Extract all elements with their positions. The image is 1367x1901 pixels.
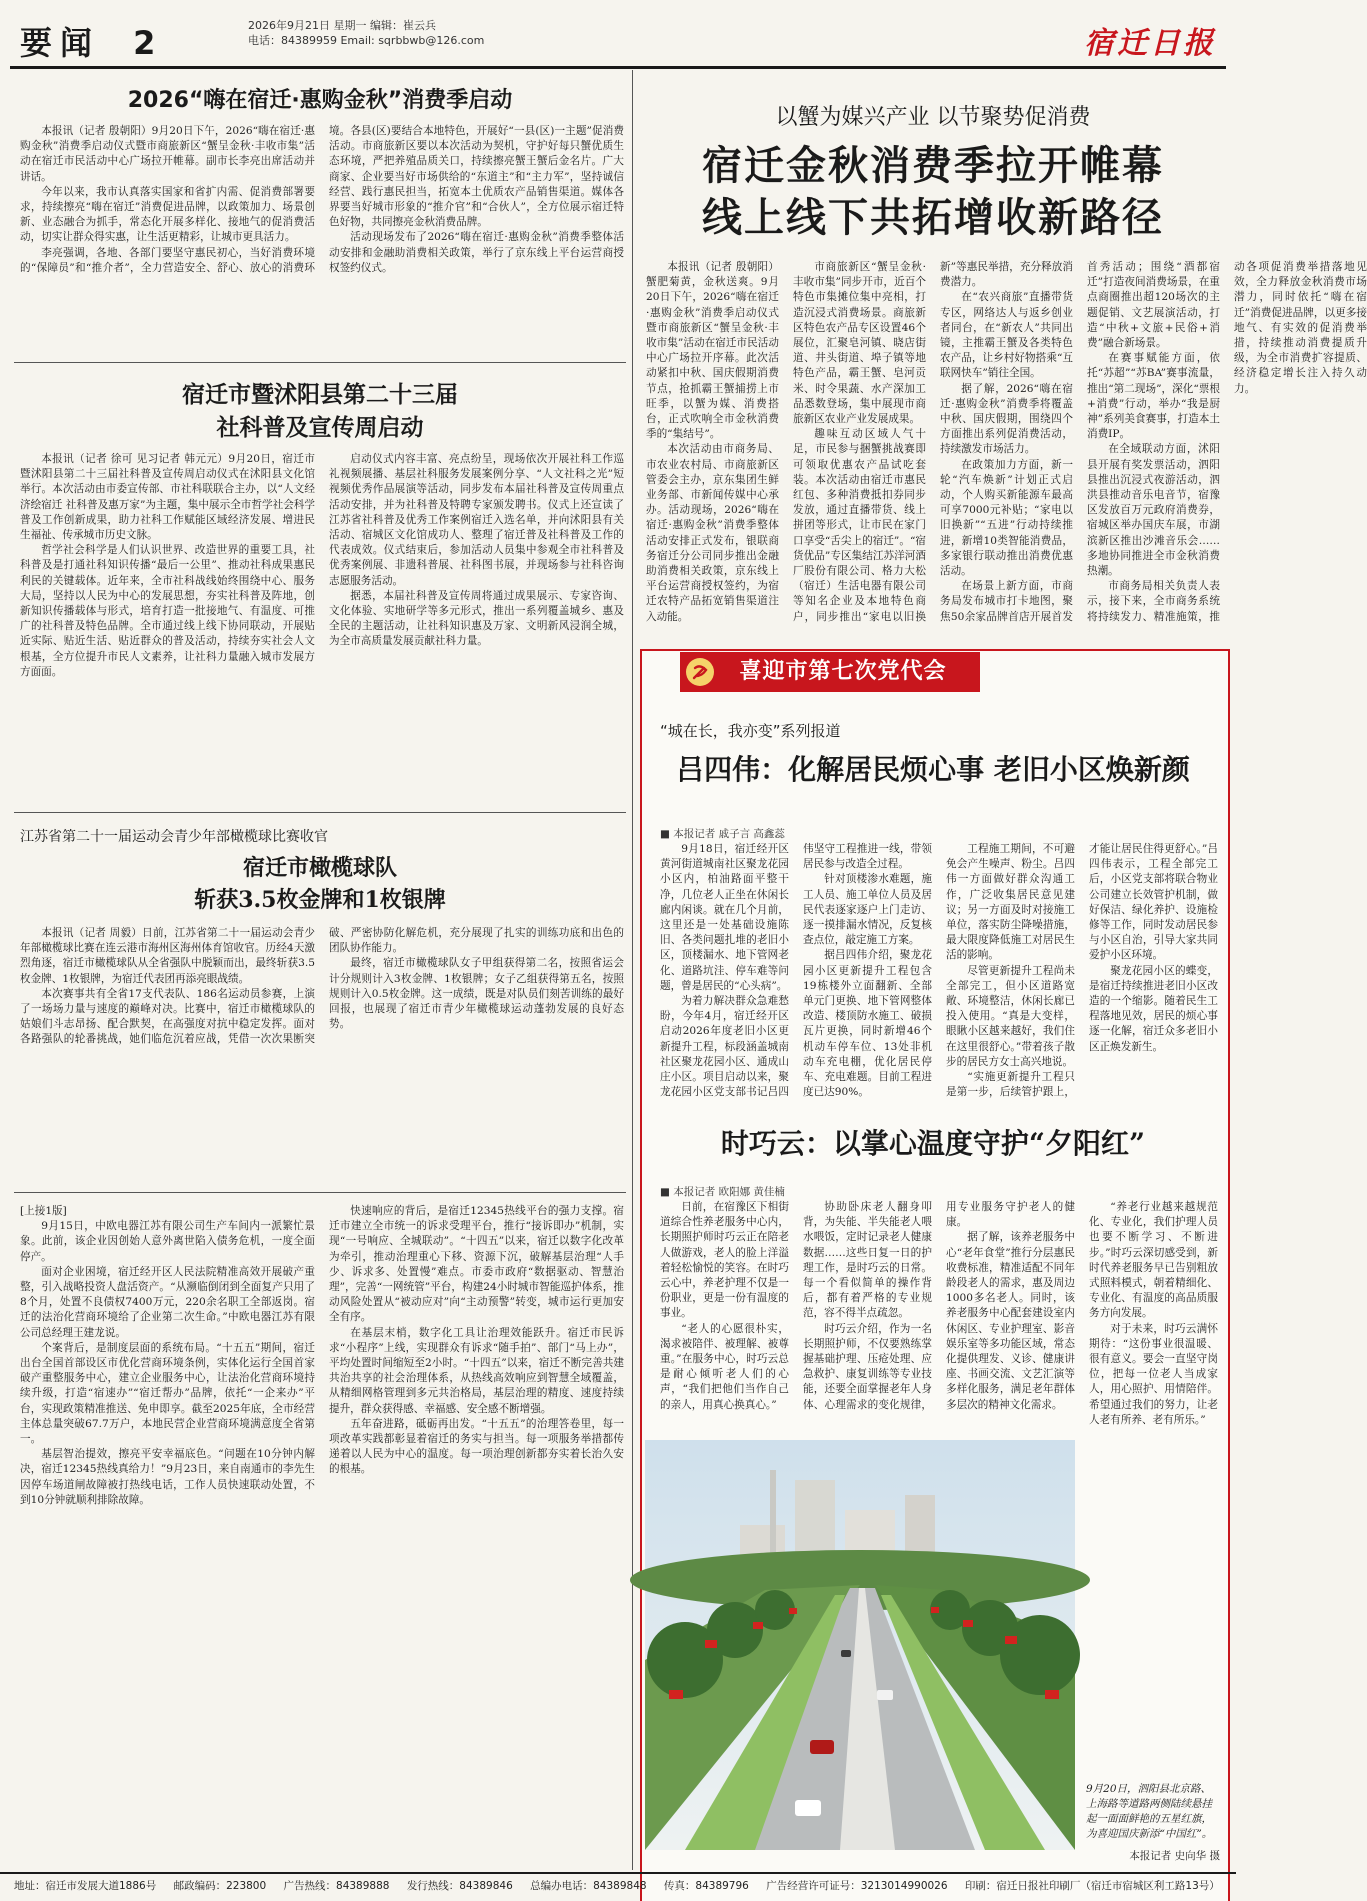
article3-paragraph: 本报讯（记者 周毅）日前，江苏省第二十一届运动会青少年部橄榄球比赛在连云港市海州区海州体育馆收官。历经4天激烈角逐，宿迁市橄榄球队从全省强队中脱颖而出，最终斩获3.5枚金牌、1枚银牌，为宿迁代表团再添亮眼战绩。 — [20, 927, 315, 985]
page-number: 2 — [133, 24, 164, 62]
footer-ad-hotline: 广告热线：84389888 — [283, 1880, 390, 1892]
footer-editor-office-phone: 总编办电话：84389848 — [530, 1880, 647, 1892]
article6-paragraph: 为着力解决群众急难愁盼，今年4月，宿迁经开区启动2026年度老旧小区更新提升工程，标段涵盖城南社区聚龙花园小区、通成山庄小区。项目启动以来，聚龙花园小区党支部书记吕四伟坚守工程推进一线，带领居民参与改造全过程。 — [660, 843, 932, 1099]
article1-paragraph: 本报讯（记者 殷朝阳）9月20日下午，2026“嗨在宿迁·惠购金秋”消费季启动仪式暨市商旅新区“蟹呈金秋·丰收市集”活动在宿迁市民活动中心广场拉开帷幕。副市长李亮出席活动并讲话。 — [20, 125, 315, 183]
article3-headline — [14, 852, 626, 916]
article6-kicker: “城在长，我亦变”系列报道 — [660, 722, 841, 740]
article2-headline-line2: 社科普及宣传周启动 — [216, 414, 424, 441]
article6-paragraph: 尽管更新提升工程尚未全部完工，但小区道路宽敞、环境整洁，休闲长廊已投入使用。“真是大变样，眼瞅小区越来越好，我们住在这里很舒心。”带着孩子散步的居民方女士高兴地说。 — [946, 964, 1075, 1068]
article4-paragraph: 五年奋进路，砥砺再出发。“十五五”的治理答卷里，每一项改革实践都彰显着宿迁的务实与担当。每一项服务举措都传递着以人民为中心的温度。每一项治理创新都夯实着长治久安的根基。 — [329, 1417, 624, 1476]
article4-body — [20, 1204, 624, 1864]
masthead — [10, 12, 1226, 69]
party-emblem-icon — [686, 658, 714, 686]
divider — [14, 812, 626, 813]
article3-body — [20, 926, 624, 1184]
article5-headline-line2: 线上线下共拓增收新路径 — [702, 194, 1164, 241]
newspaper-logo: 宿迁日报 — [1084, 26, 1216, 61]
photo-caption: 9月20日，泗阳县北京路、上海路等道路两侧陆续悬挂起一面面鲜艳的五星红旗，为喜迎国庆新添“中国红”。 — [1086, 1783, 1213, 1840]
article5-paragraph: 在政策加力方面，新一轮“汽车焕新”计划正式启动，个人购买新能源车最高可享7000元补贴；“家电以旧换新”“五进”行动持续推进，新增10类智能消费品，多家银行联动推出消费优惠活动。 — [940, 458, 1073, 578]
contact-line: 电话：84389959 Email: sqrbbwb@126.com — [248, 34, 485, 47]
article1-body — [20, 124, 624, 354]
article6-body — [660, 842, 1218, 1112]
section-label — [20, 18, 163, 64]
article3-headline-line1: 宿迁市橄榄球队 — [242, 855, 397, 881]
article6-byline-wrap — [660, 822, 960, 841]
article7-paragraph: 日前，在宿豫区下相街道综合性养老服务中心内，长期照护师时巧云正在陪老人做游戏，老人的脸上洋溢着轻松愉悦的笑容。在时巧云心中，养老护理不仅是一份职业，更是一份有温度的事业。 — [660, 1201, 789, 1320]
divider — [14, 1192, 626, 1193]
article5-paragraph: 趣味互动区域人气十足，市民参与捆蟹挑战赛即可领取优惠农产品试吃套装。本次活动由宿迁市惠民红包、多种消费抵扣券同步发放，通过直播带货、线上拼团等形式，让市民在家门口享受“舌尖上的宿迁”。“宿货优品”专区集结江苏洋河酒厂股份有限公司、格力大松（宿迁）生活电器有限公司等知名企业及本地特色商户，同步推出“家电以旧换新”等惠民举措，充分释放消费潜力。 — [793, 261, 1073, 623]
article5-kicker: 以蟹为媒兴产业 以节聚势促消费 — [775, 105, 1091, 130]
article7-body — [660, 1200, 1218, 1430]
footer-address: 地址：宿迁市发展大道1886号 — [14, 1880, 157, 1892]
article5-paragraph: 在场景上新方面，市商务局发布城市打卡地图，聚焦50余家品牌首店开展首发首秀活动；围绕“酒都宿迁”打造夜间消费场景，在重点商圈推出超120场次的主题促销、文艺展演活动，打造“中秋+文旅+民俗+消费”融合新场景。 — [940, 261, 1220, 623]
article5-paragraph: 本次活动由市商务局、市农业农村局、市商旅新区管委会主办，京东集团生鲜业务部、市新闻传媒中心承办。活动现场，2026“嗨在宿迁·惠购金秋”消费季整体活动安排正式发布，银联商务宿迁分公司同步推出金融助消费相关政策，京东线上平台运营商授权签约，为宿迁农特产品拓宽销售渠道注入动能。 — [646, 443, 779, 623]
footer-distribution-hotline: 发行热线：84389846 — [406, 1880, 513, 1892]
article2-paragraph: 启动仪式内容丰富、亮点纷呈，现场依次开展社科工作巡礼视频展播、基层社科服务发展案例分享、“人文社科之光”短视频优秀作品展演等活动，同步发布本届社科普及宣传周重点活动安排，并为社科普及特聘专家颁发聘书。仪式上还宣读了江苏省社科普及优秀工作案例宿迁入选名单，并向沭阳县有关活动、宿城区文化馆成功人、整理了宿迁普及社科普及工作的代表成效。仪式结束后，参加活动人员集中参观全市社科普及优秀案例展、非遗科普展、社科图书展，并现场参与社科咨询志愿服务活动。 — [329, 453, 624, 587]
article7-byline-wrap — [660, 1180, 960, 1199]
party-congress-banner — [680, 652, 980, 692]
article1-paragraph: 李亮强调，各地、各部门要坚守惠民初心，当好消费环境的“保障员”和“推介者”，全力营造安全、舒心、放心的消费环境。各县(区)要结合本地特色，开展好“一县(区)一主题”促消费活动。市商旅新区要以本次活动为契机，守护好每只蟹优质生态环境，严把养殖品质关口，持续擦亮蟹王蟹后金名片。广大商家、企业要当好市场供给的“东道主”和“主力军”，坚持诚信经营、践行惠民担当，拓宽本土优质农产品销售渠道。媒体各界要当好城市形象的“推介官”和“合伙人”，全方位展示宿迁特色好物，共同擦亮金秋消费品牌。 — [20, 125, 624, 274]
footer — [0, 1872, 1236, 1900]
article2-paragraph: 哲学社会科学是人们认识世界、改造世界的重要工具，社科普及是打通社科知识传播“最后一公里”、推动社科成果惠民利民的关键载体。近年来，全市社科战线始终围绕中心、服务大局，坚持以人民为中心的发展思想，夯实社科普及阵地，创新知识传播载体与形式，培育打造一批接地气、有温度、可推广的社科普及特色品牌。全市通过线上线下协同联动，开展贴近实际、贴近生活、贴近群众的普及活动，持续夯实社会人文根基，全方位提升市民人文素养，让社科力量融入城市发展方方面面。 — [20, 544, 315, 678]
article6-paragraph: “实施更新提升工程只是第一步，后续管护跟上，才能让居民住得更舒心。”吕四伟表示，工程全部完工后，小区党支部将联合物业公司建立长效管护机制，做好保洁、绿化养护、设施检修等工作，同时发动居民参与小区自治，引导大家共同爱护小区环境。 — [946, 843, 1218, 1099]
article7-paragraph: 对于未来，时巧云满怀期待：“这份事业很温暖、很有意义。要会一直坚守岗位，把每一位老人当成家人，用心照护、用情陪伴。希望通过我们的努力，让老人老有所养、老有所乐。” — [1089, 1322, 1218, 1426]
footer-postcode: 邮政编码：223800 — [173, 1880, 267, 1892]
article4-paragraph: 快速响应的背后，是宿迁12345热线平台的强力支撑。宿迁市建立全市统一的诉求受理平台，推行“接诉即办”机制，实现“一号响应、全城联动”。“十四五”以来，宿迁以数字化改革为牵引，推动治理重心下移、资源下沉，破解基层治理“人手少、诉求多、处置慢”难点。市委市政府“数据驱动、智慧治理”，完善“一网统管”平台，构建24小时城市智能巡护体系，推动风险处置从“被动应对”向“主动预警”转变，城市运行更加安全有序。 — [329, 1205, 624, 1324]
article1-paragraph: 今年以来，我市认真落实国家和省扩内需、促消费部署要求，持续擦亮“嗨在宿迁”消费促进品牌，以政策加力、场景创新、业态融合为抓手，常态化开展多样化、接地气的促消费活动，切实让群众得实惠，让生活更精彩，让城市更具活力。 — [20, 185, 315, 244]
article6-headline: 吕四伟：化解居民烦心事 老旧小区焕新颜 — [676, 753, 1190, 786]
article4-paragraph: 个案背后，是制度层面的系统布局。“十五五”期间，宿迁出台全国首部设区市优化营商环境条例，实体化运行全国首家破产重整服务中心，建立企业服务中心，让法治化营商环境持续升级，打造“宿速办”“宿迁帮办”品牌，依托“一企来办”平台，实现政策精准推送、免申即享。截至2025年底，全市经营主体总量突破67.7万户，本地民营企业营商环境满意度全省第一。 — [20, 1341, 315, 1446]
column-divider — [632, 70, 633, 1870]
article6-paragraph: 针对顶楼渗水难题，施工人员、施工单位人员及居民代表逐家逐户上门走访、逐一摸排漏水情况，反复核查点位，敲定施工方案。 — [803, 873, 932, 947]
article1-headline: 2026“嗨在宿迁·惠购金秋”消费季启动 — [127, 88, 513, 113]
article7-paragraph: 据了解，该养老服务中心“老年食堂”推行分层惠民收费标准，精准适配不同年龄段老人的需求，惠及周边1000多名老人。同时，该养老服务中心配套建设室内休闲区、专业护理室、影音娱乐室等多功能区域，常态化提供理发、义诊、健康讲座、书画交流、文艺汇演等多样化服务，满足老年群体多层次的精神文化需求。 — [946, 1231, 1075, 1411]
article2-headline — [14, 378, 626, 444]
masthead-meta — [248, 18, 484, 48]
article5-paragraph: 本报讯（记者 殷朝阳）蟹肥菊黄，金秋送爽。9月20日下午，2026“嗨在宿迁·惠购金秋”消费季启动仪式暨市商旅新区“蟹呈金秋·丰收市集”活动在宿迁市民活动中心广场拉开序幕。此次活动紧扣中秋、国庆假期消费节点，抢抓霸王蟹捕捞上市旺季，以蟹为媒、消费搭台，正式吹响全市金秋消费季的“集结号”。 — [646, 261, 779, 441]
article3-paragraph: 最终，宿迁市橄榄球队女子甲组获得第二名，按照省运会计分规则计入3枚金牌、1枚银牌；女子乙组获得第五名，按照规则计入0.5枚金牌。这一成绩，既是对队员们刻苦训练的最好回报，也展现了宿迁市青少年橄榄球运动蓬勃发展的良好态势。 — [329, 957, 624, 1031]
article7-byline: ■ 本报记者 欧阳娜 黄佳楠 — [660, 1186, 785, 1198]
street-flags-photo — [645, 1440, 1075, 1850]
article2-paragraph: 据悉，本届社科普及宣传周将通过成果展示、专家咨询、文化体验、实地研学等多元形式，推出一系列覆盖城乡、惠及全民的主题活动，让社科知识惠及万家、文明新风浸润全城，为全市高质量发展贡献社科力量。 — [329, 589, 624, 648]
article3-headline-line2: 斩获3.5枚金牌和1枚银牌 — [194, 887, 446, 913]
article7-paragraph: 协助卧床老人翻身叩背，为失能、半失能老人喂水喂饭，定时记录老人健康数据……这些日复一日的护理工作，是时巧云的日常。每一个看似简单的操作背后，都有着严格的专业规范，容不得半点疏忽。 — [803, 1201, 932, 1320]
photo-credit: 本报记者 史向华 摄 — [1129, 1850, 1220, 1862]
article6-paragraph: 聚龙花园小区的蝶变，是宿迁持续推进老旧小区改造的一个缩影。随着民生工程落地见效，居民的烦心事逐一化解，宿迁众多老旧小区正焕发新生。 — [1089, 964, 1218, 1053]
article1-paragraph: 活动现场发布了2026“嗨在宿迁·惠购金秋”消费季整体活动安排和金融助消费相关政策，举行了京东线上平台运营商授权签约仪式。 — [329, 231, 624, 274]
article5-headline-line1: 宿迁金秋消费季拉开帷幕 — [702, 142, 1164, 189]
footer-ad-license: 广告经营许可证号：3213014990026 — [766, 1880, 948, 1892]
article4-paragraph: 在基层末梢，数字化工具让治理效能跃升。宿迁市民诉求“小程序”上线，实现群众有诉求“随手拍”、部门“马上办”，平均处置时间缩短至2小时。“十四五”以来，宿迁不断完善共建共治共享的社会治理体系，从热线高效响应到智慧全域覆盖，从精细网格管理到多元共治格局，基层治理的精度、速度持续提升，群众获得感、幸福感、安全感不断增强。 — [329, 1326, 624, 1415]
article3-kicker: 江苏省第二十一届运动会青少年部橄榄球比赛收官 — [20, 829, 328, 845]
article6-paragraph: 据吕四伟介绍，聚龙花园小区更新提升工程包含19栋楼外立面翻新、全部单元门更换、地下管网整体改造、楼顶防水施工、破损瓦片更换，同时新增46个机动车停车位、13处非机动车充电棚，优化居民停车、充电难题。目前工程进度已达90%。 — [803, 949, 932, 1099]
article5-paragraph: 在全域联动方面，沭阳县开展有奖发票活动，泗阳县推出沉浸式夜游活动，泗洪县推动音乐电音节，宿豫区发放百万元政府消费券，宿城区举办国庆车展，市湖滨新区推出沙滩音乐会……多地协同推进全市金秋消费热潮。 — [1087, 443, 1220, 578]
footer-printer: 印刷：宿迁日报社印刷厂（宿迁市宿城区利工路13号） — [964, 1880, 1220, 1892]
section-name: 要闻 — [20, 24, 101, 62]
date-line: 2026年9月21日 星期一 编辑：崔云兵 — [248, 19, 436, 32]
article3-paragraph: 本次赛事共有全省17支代表队、186名运动员参赛，上演了一场场力量与速度的巅峰对决。比赛中，宿迁市橄榄球队的姑娘们斗志昂扬、配合默契，在高强度对抗中稳定发挥。面对各路强队的轮番挑战，她们临危沉着应战，凭借一次次果断突破、严密协防化解危机，充分展现了扎实的训练功底和出色的团队协作能力。 — [20, 927, 624, 1046]
article7-paragraph: “养老行业越来越规范化、专业化，我们护理人员也要不断学习、不断进步。”时巧云深切感受到，新时代养老服务早已告别粗放式照料模式，朝着精细化、专业化、有温度的高品质服务方向发展。 — [1089, 1201, 1218, 1320]
footer-fax: 传真：84389796 — [663, 1880, 749, 1892]
party-banner-text: 喜迎市第七次党代会 — [739, 659, 947, 684]
article6-paragraph: 9月18日，宿迁经开区黄河街道城南社区聚龙花园小区内，柏油路面平整干净，几位老人正坐在休闲长廊内闲谈。就在几个月前，这里还是一处基础设施陈旧、各类问题扎堆的老旧小区，顶楼漏水、地下管网老化、道路坑洼、停车难等问题，曾是居民的“心头病”。 — [660, 843, 789, 992]
article5-paragraph: 据了解，2026“嗨在宿迁·惠购金秋”消费季将覆盖中秋、国庆假期，围绕四个方面推出系列促消费活动，持续激发市场活力。 — [940, 382, 1073, 456]
article5-body — [646, 260, 1367, 638]
article7-headline: 时巧云：以掌心温度守护“夕阳红” — [720, 1127, 1146, 1160]
article5-paragraph: 在赛事赋能方面，依托“苏超”“苏BA”赛事流量，推出“第二现场”，深化“票根+消费”行动，举办“我是厨神”系列美食赛事，打造本土消费IP。 — [1087, 352, 1220, 441]
article5-paragraph: 在“农兴商旅”直播带货专区，网络达人与返乡创业者同台，在“新农人”共同出镜，主推霸王蟹及各类特色农产品，让乡村好物搭乘“互联网快车”销往全国。 — [940, 291, 1073, 380]
street-photo-illustration — [645, 1440, 1075, 1850]
article5-headline — [640, 140, 1226, 244]
party-emblem-glyph — [686, 658, 714, 686]
article4-paragraph: 基层智治提效，擦亮平安幸福底色。“问题在10分钟内解决，宿迁12345热线真给力！”9月23日，来自南通市的李先生因停车场道闸故障被打热线电话，工作人员快速联动处置，不到10分钟就顺利排除故障。 — [20, 1448, 315, 1506]
article4-paragraph: 9月15日，中欧电器江苏有限公司生产车间内一派繁忙景象。此前，该企业因创始人意外离世陷入债务危机，一度全面停产。 — [20, 1220, 315, 1263]
article7-paragraph: 时巧云介绍，作为一名长期照护师，不仅要熟练掌握基础护理、压疮处理、应急救护、康复训练等专业技能，还要全面掌握老年人身体、心理需求的变化规律，用专业服务守护老人的健康。 — [803, 1201, 1075, 1411]
divider — [14, 362, 626, 363]
article2-headline-line1: 宿迁市暨沭阳县第二十三届 — [182, 381, 458, 408]
article2-paragraph: 本报讯（记者 徐可 见习记者 韩元元）9月20日，宿迁市暨沭阳县第二十三届社科普及宣传周启动仪式在沭阳县文化馆举行。本次活动由市委宣传部、市社科联联合主办，以“人文经济绘宿迁 社科普及惠万家”为主题，集中展示全市哲学社会科学普及工作创新成果，助力社科工作赋能区域经济发展、增进民生福祉、传承城市历史文脉。 — [20, 453, 315, 542]
article2-body — [20, 452, 624, 804]
article6-byline: ■ 本报记者 戚子言 高鑫蕊 — [660, 828, 785, 840]
article5-paragraph: 市商务局相关负责人表示，接下来，全市商务系统将持续发力、精准施策，推动各项促消费举措落地见效，全力释放金秋消费市场潜力，同时依托“嗨在宿迁”消费促进品牌，以更多接地气、有实效的促消费举措，持续推动消费提质升级，为全市消费扩容提质、经济稳定增长注入持久动力。 — [1087, 261, 1367, 623]
article4-continued-from: [上接1版] — [20, 1205, 67, 1217]
article6-paragraph: 工程施工期间，不可避免会产生噪声、粉尘。吕四伟一方面做好群众沟通工作，广泛收集居民意见建议；另一方面及时对接施工单位，落实防尘降噪措施，最大限度降低施工对居民生活的影响。 — [946, 843, 1075, 962]
article5-paragraph: 市商旅新区“蟹呈金秋·丰收市集”同步开市，近百个特色市集摊位集中亮相，打造沉浸式消费场景。商旅新区特色农产品专区设置46个展位，汇聚皂河镇、晓店街道、井头街道、埠子镇等地特色产品，霸王蟹、皂河贡米、时令果蔬、水产深加工品悉数登场，集中展现市商旅新区农业产业发展成果。 — [793, 261, 926, 426]
article4-paragraph: 面对企业困境，宿迁经开区人民法院精准高效开展破产重整，引入战略投资人盘活资产。“从濒临倒闭到全面复产只用了8个月，处置不良债权7400万元，220余名职工全部返岗。宿迁的法治化营商环境给了企业第二次生命。”中欧电器江苏有限公司总经理王建龙说。 — [20, 1265, 315, 1339]
article7-paragraph: “老人的心愿很朴实，渴求被陪伴、被理解、被尊重。”在服务中心，时巧云总是耐心倾听老人们的心声，“我们把他们当作自己的亲人，用真心换真心。” — [660, 1322, 789, 1411]
